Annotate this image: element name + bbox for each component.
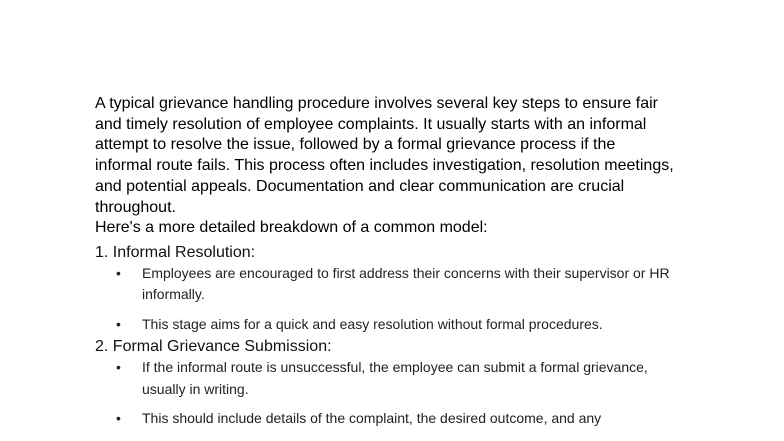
document-body: [95, 94, 775, 430]
list-item-text: This should include details of the complaint, the desired outcome, and any: [142, 410, 602, 427]
list-item: [95, 357, 672, 400]
bullet-list-formal-grievance-submission: [95, 357, 775, 430]
lead-in-text: Here's a more detailed breakdown of a common model:: [95, 219, 488, 237]
bullet-icon: •: [116, 315, 121, 332]
list-item-text: If the informal route is unsuccessful, the employee can submit a formal grievance, usually in writing.: [142, 359, 648, 397]
list-item-text: This stage aims for a quick and easy resolution without formal procedures.: [142, 315, 603, 332]
bullet-icon: •: [116, 264, 121, 281]
list-item: [95, 263, 672, 306]
bullet-icon: •: [116, 410, 121, 427]
list-item: [95, 408, 672, 430]
section-heading-informal-resolution: 1. Informal Resolution:: [95, 243, 256, 261]
section-heading-formal-grievance-submission: 2. Formal Grievance Submission:: [95, 338, 332, 356]
list-item-text: Employees are encouraged to first address their concerns with their supervisor or HR informally.: [142, 264, 670, 303]
bullet-list-informal-resolution: [95, 263, 775, 336]
list-item: [95, 314, 672, 336]
intro-paragraph: A typical grievance handling procedure involves several key steps to ensure fair and timely resolution of employee complaints. It usually starts with an informal attempt to resolve the issue, followed by a formal grievance process if the informal route fails. This process often includes investigation, resolution meetings, and potential appeals. Documentation and clear communication are crucial throughout.: [95, 95, 674, 216]
bullet-icon: •: [116, 359, 121, 376]
